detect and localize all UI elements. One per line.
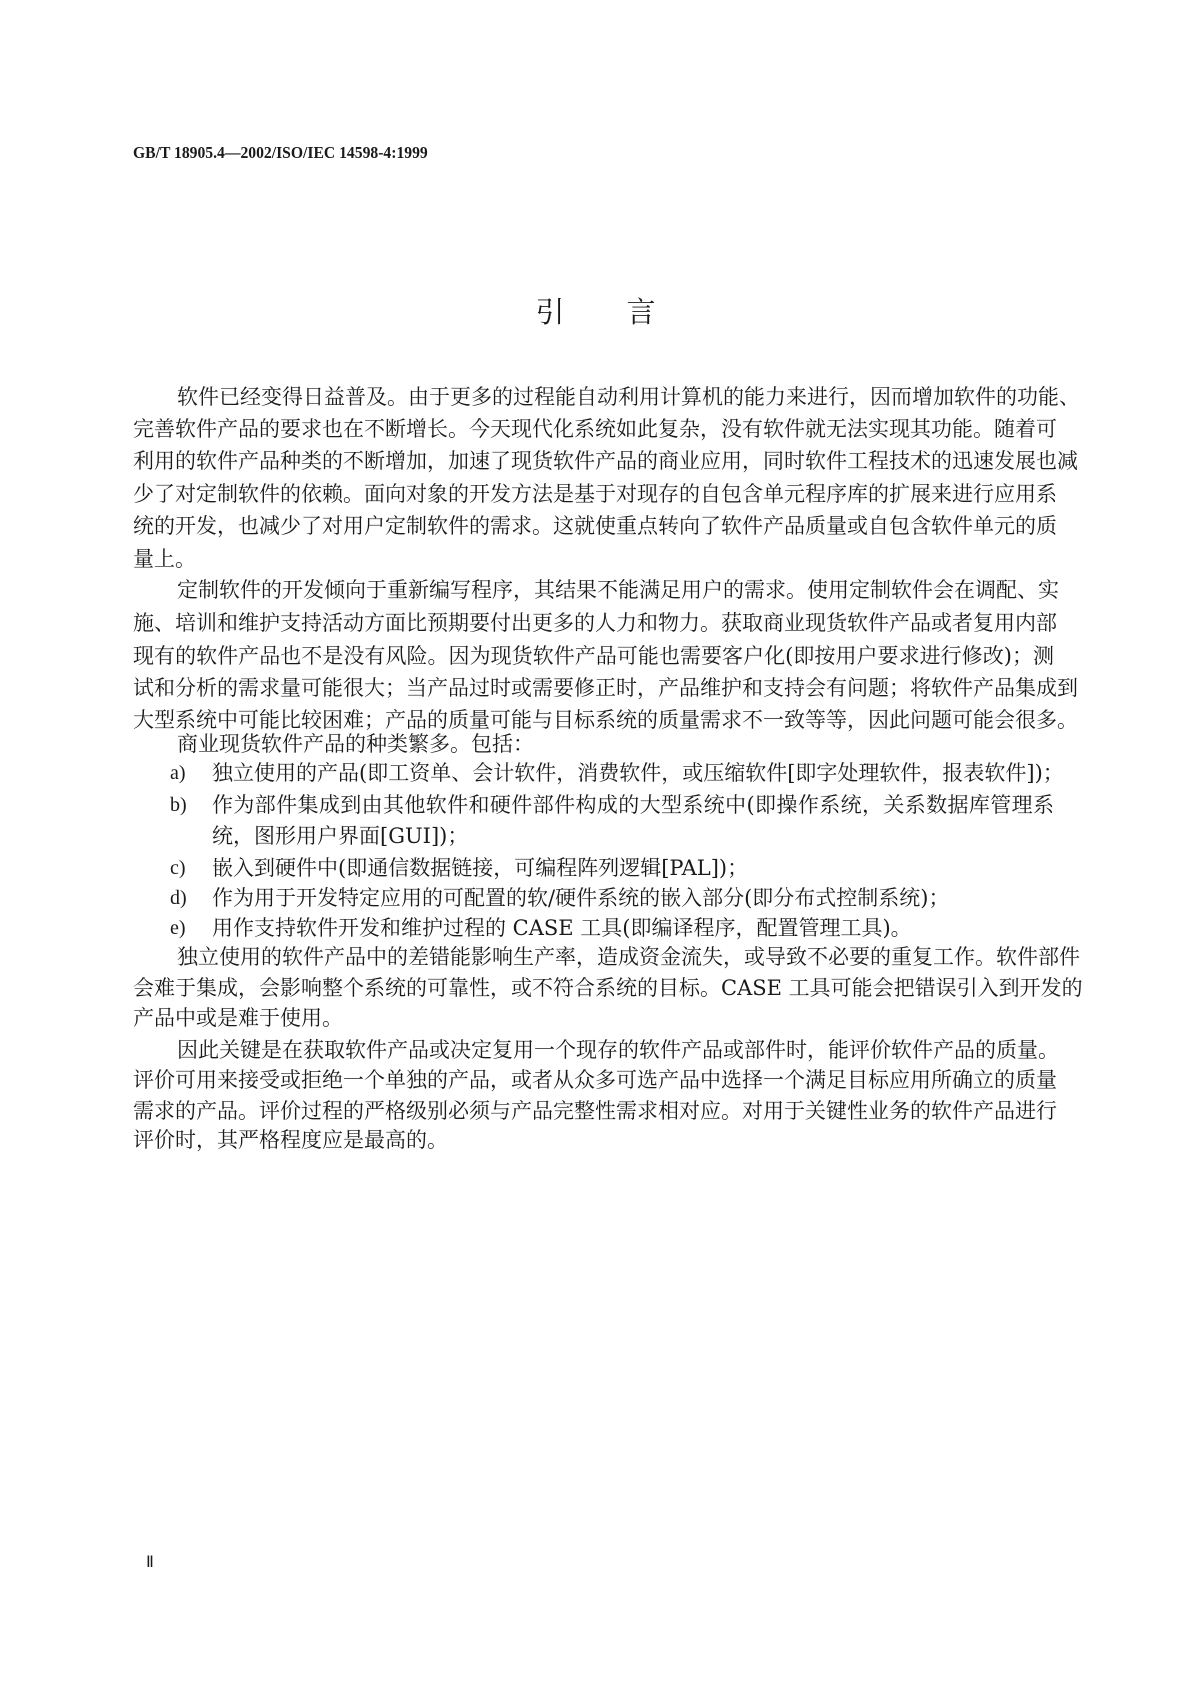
paragraph-1-line: 软件已经变得日益普及。由于更多的过程能自动利用计算机的能力来进行，因而增加软件的功能、 [177,385,1080,409]
list-label-e: e) [170,917,186,939]
list-label-d: d) [170,887,187,909]
list-label-a: a) [170,762,186,784]
paragraph-1-line: 少了对定制软件的依赖。面向对象的开发方法是基于对现存的自包含单元程序库的扩展来进行应用系 [133,482,1057,506]
paragraph-2-line: 大型系统中可能比较困难；产品的质量可能与目标系统的质量需求不一致等等，因此问题可能会很多。 [133,708,1078,732]
paragraph-1-line: 利用的软件产品种类的不断增加，加速了现货软件产品的商业应用，同时软件工程技术的迅速发展也减 [133,449,1078,473]
paragraph-5-line: 因此关键是在获取软件产品或决定复用一个现存的软件产品或部件时，能评价软件产品的质量。 [177,1038,1059,1062]
paragraph-5-line: 需求的产品。评价过程的严格级别必须与产品完整性需求相对应。对用于关键性业务的软件产品进行 [133,1099,1057,1123]
paragraph-1-line: 完善软件产品的要求也在不断增长。今天现代化系统如此复杂，没有软件就无法实现其功能。随着可 [133,417,1057,441]
list-item-d: 作为用于开发特定应用的可配置的软/硬件系统的嵌入部分(即分布式控制系统)； [212,886,950,910]
paragraph-5-line: 评价可用来接受或拒绝一个单独的产品，或者从众多可选产品中选择一个满足目标应用所确立的质量 [133,1068,1057,1092]
paragraph-4-line: 产品中或是难于使用。 [133,1006,343,1030]
paragraph-5-line: 评价时，其严格程度应是最高的。 [133,1128,448,1152]
list-item-a: 独立使用的产品(即工资单、会计软件，消费软件，或压缩软件[即字处理软件，报表软件])； [212,761,1064,785]
list-item-b-continued: 统，图形用户界面[GUI])； [212,824,469,848]
list-item-b: 作为部件集成到由其他软件和硬件部件构成的大型系统中(即操作系统，关系数据库管理系 [212,793,1054,817]
paragraph-2-line: 试和分析的需求量可能很大；当产品过时或需要修正时，产品维护和支持会有问题；将软件产品集成到 [133,676,1078,700]
list-label-c: c) [170,857,186,879]
page-title: 引言 [535,295,718,329]
paragraph-1-line: 统的开发，也减少了对用户定制软件的需求。这就使重点转向了软件产品质量或自包含软件单元的质 [133,514,1057,538]
paragraph-2-line: 施、培训和维护支持活动方面比预期要付出更多的人力和物力。获取商业现货软件产品或者复用内部 [133,611,1057,635]
page-number: Ⅱ [146,1554,154,1571]
paragraph-1-line: 量上。 [133,547,196,571]
paragraph-3-line: 商业现货软件产品的种类繁多。包括： [177,732,534,756]
paragraph-4-line: 独立使用的软件产品中的差错能影响生产率，造成资金流失，或导致不必要的重复工作。软件部件 [177,945,1080,969]
paragraph-2-line: 定制软件的开发倾向于重新编写程序，其结果不能满足用户的需求。使用定制软件会在调配、实 [177,578,1059,602]
document-header: GB/T 18905.4—2002/ISO/IEC 14598-4:1999 [133,143,428,162]
list-item-e: 用作支持软件开发和维护过程的 CASE 工具(即编译程序，配置管理工具)。 [212,916,912,940]
list-label-b: b) [170,794,187,816]
paragraph-4-line: 会难于集成，会影响整个系统的可靠性，或不符合系统的目标。CASE 工具可能会把错误引入到开发的 [133,976,1083,1000]
paragraph-2-line: 现有的软件产品也不是没有风险。因为现货软件产品可能也需要客户化(即按用户要求进行修改)；测 [133,644,1054,668]
list-item-c: 嵌入到硬件中(即通信数据链接，可编程阵列逻辑[PAL])； [212,856,749,880]
